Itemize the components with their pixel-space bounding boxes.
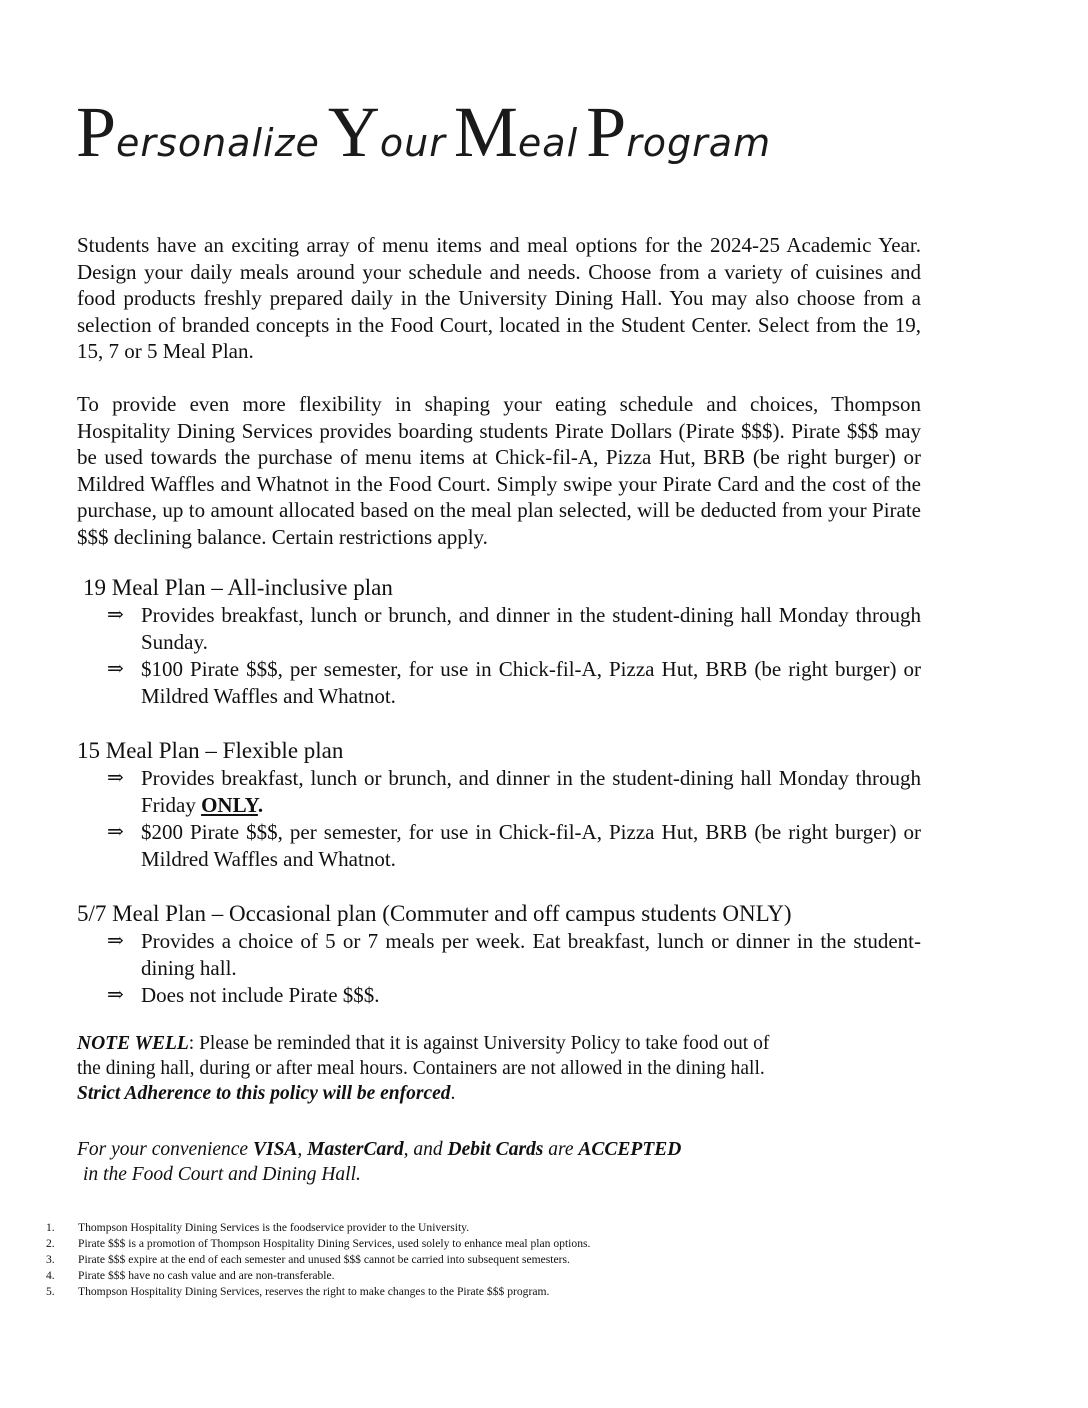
conv-text: are [543,1139,579,1160]
conv-text: , and [403,1139,448,1160]
footnote-text: Thompson Hospitality Dining Services, reserves the right to make changes to the Pirate $$$ program. [78,1285,550,1298]
title-word-3-cap: M [453,92,518,172]
plan-bullet [77,982,921,1009]
arrow-icon: ⇒ [107,930,124,952]
meal-plan-15 [77,737,921,873]
plan-heading: 15 Meal Plan – Flexible plan [77,738,344,763]
accepted-label: ACCEPTED [578,1139,682,1160]
bullet-text: Provides a choice of 5 or 7 meals per week. Eat breakfast, lunch or dinner in the student-dining hall. [141,929,921,980]
plan-bullet [77,819,921,873]
bullet-text: Does not include Pirate $$$. [141,983,380,1007]
conv-text: For your convenience [77,1139,253,1160]
footnote-number: 4. [46,1269,55,1282]
bullet-text: $100 Pirate $$$, per semester, for use in Chick-fil-A, Pizza Hut, BRB (be right burger) or Mildred Waffles and Whatnot. [141,657,921,708]
plan-bullet [77,602,921,656]
visa-label: VISA [252,1139,298,1160]
note-well [77,1031,797,1106]
title-word-1-rest: ersonalize [116,121,320,165]
note-emphasis: Strict Adherence to this policy will be enforced [77,1083,451,1104]
footnote-item [46,1284,590,1300]
plan-bullets [77,928,921,1009]
mastercard-label: MasterCard [307,1139,404,1160]
arrow-icon: ⇒ [107,821,124,843]
title-word-4-rest: rogram [626,121,772,165]
footnote-item [46,1236,590,1252]
plan-bullets [77,602,921,710]
footnote-number: 2. [46,1237,55,1250]
footnote-text: Thompson Hospitality Dining Services is the foodservice provider to the University. [78,1221,470,1234]
title-word-2-rest: our [379,121,446,165]
title-word-3-rest: eal [517,121,579,165]
footnote-item [46,1220,590,1236]
bullet-text: $200 Pirate $$$, per semester, for use in Chick-fil-A, Pizza Hut, BRB (be right burger) or Mildred Waffles and Whatnot. [141,820,921,871]
arrow-icon: ⇒ [107,984,124,1006]
footnote-number: 3. [46,1253,55,1266]
pirate-dollars-paragraph: To provide even more flexibility in shaping your eating schedule and choices, Thompson Hospitality Dining Services provides boarding students Pirate Dollars (Pirate $$$). Pirate $$$ may be used towards the purchase of menu items at Chick-fil-A, Pizza Hut, BRB (be right burger) or Mildred Waffles and Whatnot in the Food Court. Simply swipe your Pirate Card and the cost of the purchase, up to amount allocated based on the meal plan selected, will be deducted from your Pirate $$$ declining balance. Certain restrictions apply. [77,392,921,549]
arrow-icon: ⇒ [107,604,124,626]
debit-label: Debit Cards [447,1139,544,1160]
intro-paragraph: Students have an exciting array of menu items and meal options for the 2024-25 Academic Year. Design your daily meals around your schedule and needs. Choose from a variety of cuisines and food products freshly prepared daily in the University Dining Hall. You may also choose from a selection of branded concepts in the Food Court, located in the Student Center. Select from the 19, 15, 7 or 5 Meal Plan. [77,233,921,364]
footnote-text: Pirate $$$ expire at the end of each semester and unused $$$ cannot be carried into subsequent semesters. [78,1253,570,1266]
footnote-text: Pirate $$$ have no cash value and are non-transferable. [78,1269,335,1282]
page-title [76,92,772,172]
arrow-icon: ⇒ [107,767,124,789]
footnotes [46,1220,590,1300]
footnote-number: 5. [46,1285,55,1298]
meal-plan-5-7 [77,900,921,1009]
plan-bullet [77,765,921,819]
meal-plan-19 [77,574,921,710]
plan-bullet [77,928,921,982]
footnote-number: 1. [46,1221,55,1234]
title-word-1-cap: P [76,92,117,172]
plan-bullet [77,656,921,710]
bullet-period: . [257,793,264,817]
note-text: : Please be reminded that it is against University Policy to take food out of the dining hall, during or after meal hours. Containers are not allowed in the dining hall. [77,1033,770,1079]
footnote-item [46,1268,590,1284]
plan-heading: 5/7 Meal Plan – Occasional plan (Commuter and off campus students ONLY) [77,901,792,926]
bullet-text: Provides breakfast, lunch or brunch, and dinner in the student-dining hall Monday through Sunday. [141,603,921,654]
plan-bullets [77,765,921,873]
only-emphasis: ONLY [201,793,258,817]
footnote-item [46,1252,590,1268]
title-word-4-cap: P [586,92,627,172]
footnote-text: Pirate $$$ is a promotion of Thompson Hospitality Dining Services, used solely to enhance meal plan options. [78,1237,591,1250]
conv-text: , [297,1139,308,1160]
note-end: . [450,1083,456,1104]
title-word-2-cap: Y [327,92,380,172]
bullet-text: Provides breakfast, lunch or brunch, and dinner in the student-dining hall Monday through Friday [141,766,921,817]
note-label: NOTE WELL [77,1033,189,1054]
conv-line-2: in the Food Court and Dining Hall. [83,1164,361,1185]
arrow-icon: ⇒ [107,658,124,680]
payment-convenience [77,1137,797,1187]
plan-heading: 19 Meal Plan – All-inclusive plan [83,575,393,600]
